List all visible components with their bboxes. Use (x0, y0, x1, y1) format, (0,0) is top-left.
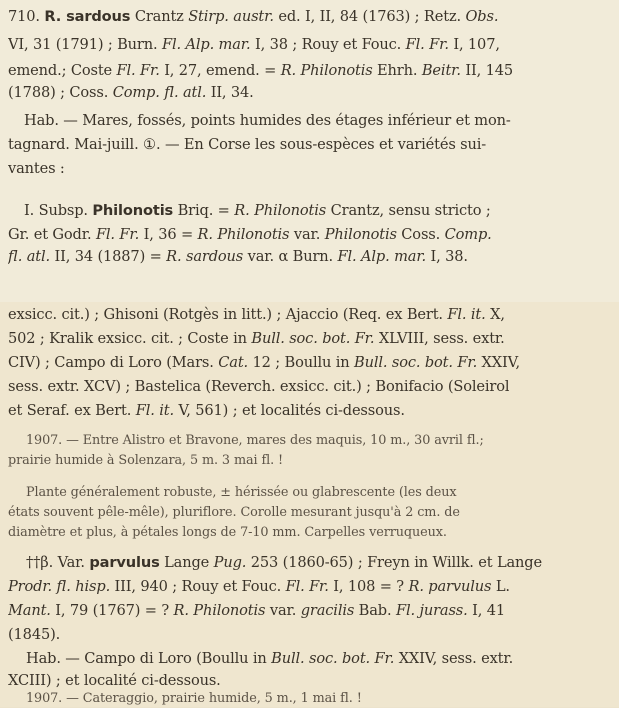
citation-italic: R. parvulus (408, 578, 492, 595)
text-run: X, (485, 306, 505, 323)
citation-italic: Fl. Fr. (116, 62, 160, 79)
citation-italic: R. Philonotis (197, 226, 290, 243)
citation-italic: Philonotis (324, 226, 397, 243)
localities-line-2 (8, 328, 505, 350)
entry-710-line-4 (8, 82, 254, 104)
citation-italic: R. sardous (166, 248, 244, 265)
variety-line-4: (1845). (8, 626, 61, 643)
text-run: II, 34. (206, 84, 254, 101)
citation-italic: Stirp. austr. (188, 8, 274, 25)
habitat-line-2: tagnard. Mai-juill. ①. — En Corse les sous-espèces et variétés sui- (8, 136, 487, 153)
text-run: Lange (159, 554, 214, 571)
text-run: Crantz (130, 8, 189, 25)
citation-italic: Fl. Alp. mar. (162, 36, 251, 53)
text-run: emend.; Coste (8, 62, 117, 79)
text-run: Hab. — Campo di Loro (Boullu in (26, 650, 272, 667)
variety-marker: ††β. (26, 554, 54, 571)
citation-italic: gracilis (300, 602, 355, 619)
subspecies-name: Philonotis (92, 202, 174, 219)
text-run: Crantz, sensu stricto ; (326, 202, 491, 219)
localities-line-5 (8, 400, 405, 422)
text-run: XLVIII, sess. extr. (374, 330, 505, 347)
text-run: V, 561) ; et localités ci-dessous. (173, 402, 405, 419)
citation-italic: Fl. Alp. mar. (337, 248, 427, 265)
subsp-line-3 (8, 246, 468, 268)
citation-italic: Fl. it. (135, 402, 174, 419)
text-run: var. α Burn. (243, 248, 338, 265)
citation-italic: fl. atl. (8, 248, 51, 265)
text-run: var. (289, 226, 325, 243)
text-run: 502 ; Kralik exsicc. cit. ; Coste in (8, 330, 252, 347)
citation-italic: Bull. soc. bot. Fr. (271, 650, 395, 667)
citation-italic: Comp. fl. atl. (112, 84, 207, 101)
variety-name: parvulus (89, 554, 160, 571)
entry-710-line-1 (8, 6, 498, 28)
text-run: I, 107, (448, 36, 500, 53)
variety-line-2 (8, 576, 510, 598)
text-run: III, 940 ; Rouy et Fouc. (110, 578, 286, 595)
text-run: Var. (53, 554, 90, 571)
citation-italic: R. Philonotis (280, 62, 373, 79)
entry-number: 710. (8, 8, 40, 25)
text-run: 253 (1860-65) ; Freyn in Willk. et Lange (246, 554, 542, 571)
citation-italic: Fl. Fr. (285, 578, 329, 595)
citation-italic: Cat. (218, 354, 249, 371)
variety-habitat-line-1 (26, 648, 513, 670)
variety-habitat-line-2: XCIII) ; et localité ci-dessous. (8, 672, 221, 689)
text-run: et Seraf. ex Bert. (8, 402, 136, 419)
citation-italic: Beitr. (421, 62, 461, 79)
text-run: CIV) ; Campo di Loro (Mars. (8, 354, 219, 371)
text-run: exsicc. cit.) ; Ghisoni (Rotgès in litt.) ; Ajaccio (Req. ex Bert. (8, 306, 448, 323)
citation-italic: Mant. (8, 602, 51, 619)
citation-italic: Prodr. fl. hisp. (8, 578, 111, 595)
localities-line-1 (8, 304, 505, 326)
localities-block (0, 302, 619, 707)
citation-italic: Comp. (444, 226, 492, 243)
text-run: I, 41 (467, 602, 505, 619)
habitat-line-3: vantes : (8, 160, 65, 177)
habitat-line-1: Hab. — Mares, fossés, points humides des étages inférieur et mon- (24, 112, 511, 129)
citation-italic: Fl. jurass. (395, 602, 468, 619)
text-run: Coss. (396, 226, 445, 243)
text-run: II, 34 (1887) = (50, 248, 167, 265)
citation-italic: Fl. it. (447, 306, 486, 323)
variety-line-3 (8, 600, 505, 622)
subsp-line-2 (8, 224, 492, 246)
localities-line-4: sess. extr. XCV) ; Bastelica (Reverch. exsicc. cit.) ; Bonifacio (Soleirol (8, 378, 510, 395)
citation-italic: R. Philonotis (234, 202, 327, 219)
text-run: Ehrh. (372, 62, 422, 79)
text-run: VI, 31 (1791) ; Burn. (8, 36, 162, 53)
subsp-line-1 (24, 200, 491, 222)
citation-italic: Fl. Fr. (405, 36, 449, 53)
entry-710-line-3 (8, 60, 513, 82)
text-run: I. Subsp. (24, 202, 93, 219)
entry-710-block (0, 0, 619, 302)
text-run: XXIV, (477, 354, 520, 371)
citation-italic: R. Philonotis (173, 602, 266, 619)
text-run: L. (491, 578, 510, 595)
citation-italic: Bull. soc. bot. Fr. (354, 354, 478, 371)
text-run: ed. I, II, 84 (1763) ; Retz. (273, 8, 466, 25)
text-run: I, 79 (1767) = ? (50, 602, 174, 619)
text-run: var. (265, 602, 301, 619)
citation-italic: Obs. (465, 8, 499, 25)
text-run: 12 ; Boullu in (248, 354, 355, 371)
citation-italic: Fl. Fr. (95, 226, 140, 243)
description-line-3: diamètre et plus, à pétales longs de 7-10 mm. Carpelles verruqueux. (8, 525, 447, 540)
observation-1907-line-2: prairie humide à Solenzara, 5 m. 3 mai fl. ! (8, 453, 284, 468)
text-run: Briq. = (173, 202, 235, 219)
text-run: I, 108 = ? (328, 578, 409, 595)
text-run: (1788) ; Coss. (8, 84, 113, 101)
description-line-2: états souvent pêle-mêle), pluriflore. Corolle mesurant jusqu'à 2 cm. de (8, 505, 460, 520)
species-name: R. sardous (44, 8, 131, 25)
observation-1907-b-line-1: 1907. — Cateraggio, prairie humide, 5 m., 1 mai fl. ! (26, 691, 362, 706)
text-run: Gr. et Godr. (8, 226, 96, 243)
text-run: XXIV, sess. extr. (394, 650, 514, 667)
entry-710-line-2 (8, 34, 500, 56)
description-line-1: Plante généralement robuste, ± hérissée ou glabrescente (les deux (26, 485, 457, 500)
text-run: II, 145 (460, 62, 513, 79)
observation-1907-line-1: 1907. — Entre Alistro et Bravone, mares des maquis, 10 m., 30 avril fl.; (26, 433, 484, 448)
citation-italic: Bull. soc. bot. Fr. (251, 330, 375, 347)
text-run: I, 36 = (139, 226, 198, 243)
text-run: I, 27, emend. = (159, 62, 281, 79)
citation-italic: Pug. (213, 554, 247, 571)
text-run: I, 38. (426, 248, 468, 265)
text-run: Bab. (354, 602, 396, 619)
variety-line-1 (26, 552, 542, 574)
text-run: I, 38 ; Rouy et Fouc. (250, 36, 406, 53)
localities-line-3 (8, 352, 520, 374)
